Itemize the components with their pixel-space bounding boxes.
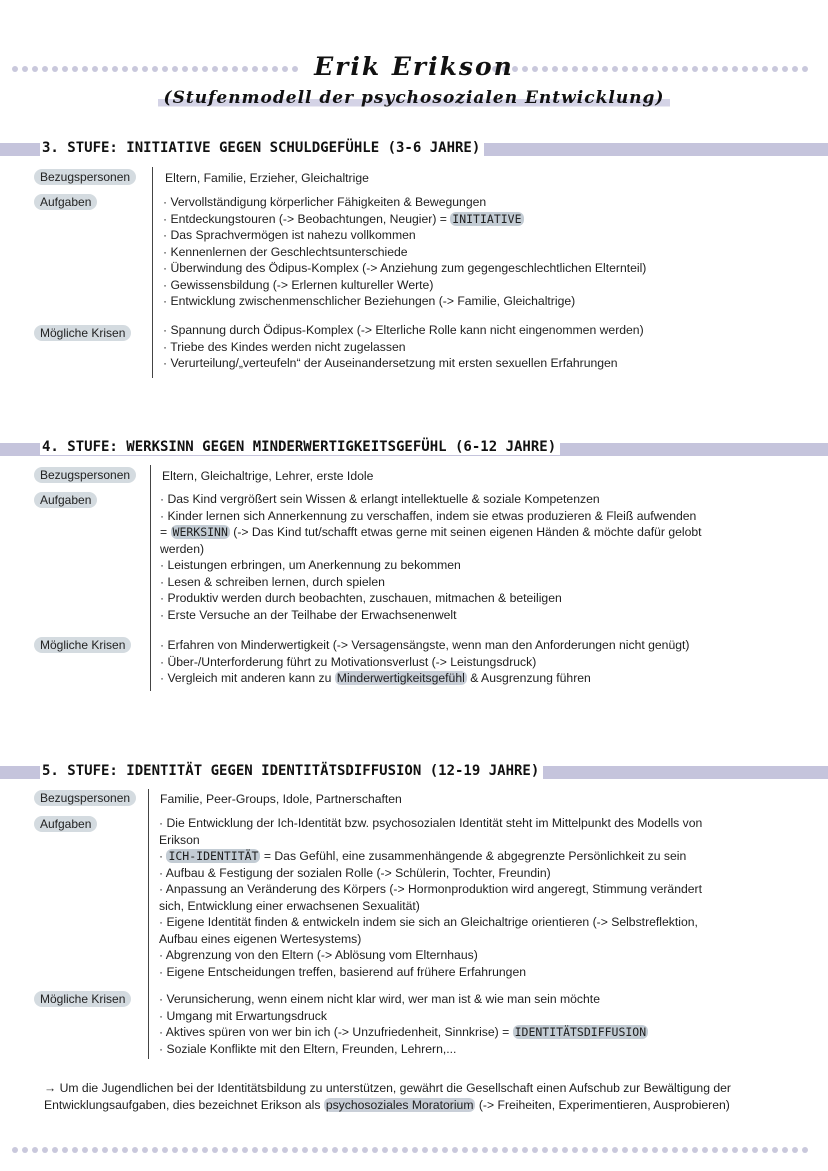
stage5-label-bezugspersonen: Bezugspersonen bbox=[34, 790, 136, 806]
dot bbox=[382, 1147, 388, 1153]
dot bbox=[362, 1147, 368, 1153]
list-item: · Umgang mit Erwartungsdruck bbox=[159, 1008, 327, 1023]
dot bbox=[452, 1147, 458, 1153]
dot bbox=[752, 1147, 758, 1153]
list-item: · Entdeckungstouren (-> Beobachtungen, Neugier) = INITIATIVE bbox=[163, 211, 522, 226]
dot bbox=[162, 1147, 168, 1153]
stage3-label-bezugspersonen: Bezugspersonen bbox=[34, 169, 136, 185]
list-item: · Anpassung an Veränderung des Körpers (-> Hormonproduktion wird angeregt, Stimmung verändert bbox=[159, 882, 702, 896]
dot bbox=[702, 1147, 708, 1153]
list-item: · Entwicklung zwischenmenschlicher Beziehungen (-> Familie, Gleichaltrige) bbox=[163, 294, 576, 308]
highlight-moratorium: psychosoziales Moratorium bbox=[325, 1098, 474, 1112]
dot bbox=[732, 1147, 738, 1153]
list-item: · Verunsicherung, wenn einem nicht klar wird, wer man ist & wie man sein möchte bbox=[159, 992, 600, 1006]
dot bbox=[342, 1147, 348, 1153]
list-item: Aufbau eines eigenen Wertesystems) bbox=[159, 931, 362, 946]
dot bbox=[222, 1147, 228, 1153]
stage5-krisen-list bbox=[159, 991, 648, 1057]
dot bbox=[682, 1147, 688, 1153]
dot bbox=[392, 1147, 398, 1153]
highlight-ich-identitaet: ICH-IDENTITÄT bbox=[168, 849, 259, 863]
dot bbox=[642, 1147, 648, 1153]
stage5-title: 5. STUFE: IDENTITÄT GEGEN IDENTITÄTSDIFFUSION (12-19 JAHRE) bbox=[40, 763, 543, 779]
dot bbox=[602, 1147, 608, 1153]
dot bbox=[692, 1147, 698, 1153]
dot bbox=[122, 1147, 128, 1153]
dot bbox=[492, 1147, 498, 1153]
stage4-aufgaben-list bbox=[160, 491, 702, 623]
stage4-title: 4. STUFE: WERKSINN GEGEN MINDERWERTIGKEITSGEFÜHL (6-12 JAHRE) bbox=[40, 439, 560, 455]
dot bbox=[762, 1147, 768, 1153]
stage5-bezugspersonen: Familie, Peer-Groups, Idole, Partnerschaften bbox=[160, 792, 402, 806]
stage4-label-aufgaben: Aufgaben bbox=[34, 492, 97, 508]
list-item: · Spannung durch Ödipus-Komplex (-> Elterliche Rolle kann nicht eingenommen werden) bbox=[163, 323, 644, 337]
highlight-identitaetsdiffusion: IDENTITÄTSDIFFUSION bbox=[514, 1025, 647, 1039]
dot bbox=[532, 1147, 538, 1153]
dot bbox=[552, 1147, 558, 1153]
list-item: werden) bbox=[160, 541, 205, 556]
list-item: · Eigene Entscheidungen treffen, basierend auf frühere Erfahrungen bbox=[159, 964, 527, 979]
list-item: · Erste Versuche an der Teilhabe der Erwachsenenwelt bbox=[160, 607, 457, 622]
dot bbox=[472, 1147, 478, 1153]
dot bbox=[32, 1147, 38, 1153]
dot bbox=[132, 1147, 138, 1153]
list-item: · Lesen & schreiben lernen, durch spielen bbox=[160, 574, 385, 589]
list-item: · Leistungen erbringen, um Anerkennung zu bekommen bbox=[160, 558, 461, 572]
dot bbox=[302, 1147, 308, 1153]
list-item: · Das Kind vergrößert sein Wissen & erlangt intellektuelle & soziale Kompetenzen bbox=[160, 492, 600, 506]
dot bbox=[432, 1147, 438, 1153]
dot bbox=[742, 1147, 748, 1153]
dot bbox=[202, 1147, 208, 1153]
dot bbox=[82, 1147, 88, 1153]
list-item: · Abgrenzung von den Eltern (-> Ablösung vom Elternhaus) bbox=[159, 948, 478, 962]
dot bbox=[512, 1147, 518, 1153]
list-item: · Triebe des Kindes werden nicht zugelassen bbox=[163, 339, 406, 354]
dot bbox=[152, 1147, 158, 1153]
dot bbox=[632, 1147, 638, 1153]
dot bbox=[292, 1147, 298, 1153]
dot bbox=[262, 1147, 268, 1153]
stage4-divider bbox=[150, 465, 151, 691]
list-item: · Eigene Identität finden & entwickeln indem sie sich an Gleichaltrige orientieren (-> Selbstreflektion, bbox=[159, 915, 698, 929]
dot bbox=[712, 1147, 718, 1153]
stage5-label-aufgaben: Aufgaben bbox=[34, 816, 97, 832]
list-item: · Überwindung des Ödipus-Komplex (-> Anziehung zum gegengeschlechtlichen Elternteil) bbox=[163, 261, 647, 275]
dot bbox=[792, 1147, 798, 1153]
dot bbox=[542, 1147, 548, 1153]
dot bbox=[352, 1147, 358, 1153]
dot bbox=[42, 1147, 48, 1153]
dot bbox=[502, 1147, 508, 1153]
dot bbox=[112, 1147, 118, 1153]
dot bbox=[572, 1147, 578, 1153]
list-item: Erikson bbox=[159, 832, 200, 847]
dot bbox=[622, 1147, 628, 1153]
dot bbox=[412, 1147, 418, 1153]
dot bbox=[592, 1147, 598, 1153]
stage4-bezugspersonen: Eltern, Gleichaltrige, Lehrer, erste Idole bbox=[162, 469, 374, 483]
dot bbox=[242, 1147, 248, 1153]
stage3-label-krisen: Mögliche Krisen bbox=[34, 325, 131, 341]
dot bbox=[252, 1147, 258, 1153]
dot bbox=[582, 1147, 588, 1153]
dot bbox=[522, 1147, 528, 1153]
dot bbox=[332, 1147, 338, 1153]
list-item: · Soziale Konflikte mit den Eltern, Freunden, Lehrern,... bbox=[159, 1041, 457, 1056]
stage3-label-aufgaben: Aufgaben bbox=[34, 194, 97, 210]
highlight-werksinn: WERKSINN bbox=[172, 525, 228, 539]
list-item: · Das Sprachvermögen ist nahezu vollkommen bbox=[163, 228, 416, 242]
stage5-divider bbox=[148, 789, 149, 1059]
list-item: · Aufbau & Festigung der sozialen Rolle (-> Schülerin, Tochter, Freundin) bbox=[159, 865, 551, 880]
dot bbox=[182, 1147, 188, 1153]
list-item: · Verurteilung/„verteufeln“ der Auseinandersetzung mit ersten sexuellen Erfahrungen bbox=[163, 356, 618, 370]
dot bbox=[102, 1147, 108, 1153]
dot bbox=[652, 1147, 658, 1153]
dotted-line-bottom bbox=[12, 1147, 818, 1155]
list-item: · Produktiv werden durch beobachten, zuschauen, mitmachen & beteiligen bbox=[160, 591, 562, 605]
list-item: sich, Entwicklung einer erwachsenen Sexualität) bbox=[159, 898, 420, 913]
stage3-krisen-list bbox=[163, 322, 644, 372]
list-item: · Kinder lernen sich Annerkennung zu verschaffen, indem sie etwas produzieren & Fleiß aufwenden bbox=[160, 508, 697, 523]
dot bbox=[722, 1147, 728, 1153]
dot bbox=[12, 1147, 18, 1153]
dot bbox=[442, 1147, 448, 1153]
dot bbox=[192, 1147, 198, 1153]
page-title: Erik Erikson bbox=[314, 52, 514, 81]
dot bbox=[282, 1147, 288, 1153]
dot bbox=[772, 1147, 778, 1153]
dot bbox=[232, 1147, 238, 1153]
list-item: · ICH-IDENTITÄT = Das Gefühl, eine zusammenhängende & abgegrenzte Persönlichkeit zu sein bbox=[159, 849, 687, 863]
dot bbox=[422, 1147, 428, 1153]
list-item: · Vergleich mit anderen kann zu Minderwertigkeitsgefühl & Ausgrenzung führen bbox=[160, 671, 591, 685]
list-item: · Vervollständigung körperlicher Fähigkeiten & Bewegungen bbox=[163, 195, 487, 209]
dot bbox=[482, 1147, 488, 1153]
stage5-aufgaben-list bbox=[159, 815, 702, 980]
dot bbox=[562, 1147, 568, 1153]
highlight-initiative: INITIATIVE bbox=[452, 211, 522, 226]
list-item: · Aktives spüren von wer bin ich (-> Unzufriedenheit, Sinnkrise) = IDENTITÄTSDIFFUSION bbox=[159, 1025, 647, 1039]
dot bbox=[52, 1147, 58, 1153]
dot bbox=[402, 1147, 408, 1153]
dot bbox=[782, 1147, 788, 1153]
stage5-label-krisen: Mögliche Krisen bbox=[34, 991, 131, 1007]
list-item: · Gewissensbildung (-> Erlernen kultureller Werte) bbox=[163, 277, 434, 292]
stage3-bezugspersonen: Eltern, Familie, Erzieher, Gleichaltrige bbox=[165, 171, 369, 185]
stage3-divider bbox=[152, 167, 153, 378]
stage4-label-bezugspersonen: Bezugspersonen bbox=[34, 467, 136, 483]
dot bbox=[662, 1147, 668, 1153]
dot bbox=[22, 1147, 28, 1153]
dot bbox=[172, 1147, 178, 1153]
list-item: = WERKSINN (-> Das Kind tut/schafft etwas gerne mit seinen eigenen Händen & möchte dafür gelobt bbox=[160, 525, 702, 539]
list-item: · Erfahren von Minderwertigkeit (-> Versagensängste, wenn man den Anforderungen nicht genügt) bbox=[160, 638, 690, 652]
stage4-label-krisen: Mögliche Krisen bbox=[34, 637, 131, 653]
page-subtitle: (Stufenmodell der psychosozialen Entwicklung) bbox=[158, 88, 671, 108]
stage3-title: 3. STUFE: INITIATIVE GEGEN SCHULDGEFÜHLE (3-6 JAHRE) bbox=[40, 140, 484, 156]
dot bbox=[212, 1147, 218, 1153]
list-item: · Über-/Unterforderung führt zu Motivationsverlust (-> Leistungsdruck) bbox=[160, 654, 537, 669]
dot bbox=[612, 1147, 618, 1153]
summary-paragraph: → Um die Jugendlichen bei der Identitätsbildung zu unterstützen, gewährt die Gesellschaft einen Aufschub zur Bewältigung der Entwicklungsaufgaben, dies bezeichnet Erikson als psychosoziales Moratorium (-> Freiheiten, Experimentieren, Ausprobieren) bbox=[44, 1081, 731, 1112]
dot bbox=[72, 1147, 78, 1153]
list-item: · Kennenlernen der Geschlechtsunterschiede bbox=[163, 244, 408, 259]
highlight-minderwertigkeitsgefuehl: Minderwertigkeitsgefühl bbox=[336, 671, 465, 685]
dot bbox=[272, 1147, 278, 1153]
dot bbox=[672, 1147, 678, 1153]
list-item: · Die Entwicklung der Ich-Identität bzw. psychosozialen Identität steht im Mittelpunkt des Modells von bbox=[159, 816, 703, 830]
stage3-aufgaben-list bbox=[163, 194, 646, 310]
dot bbox=[802, 1147, 808, 1153]
dot bbox=[462, 1147, 468, 1153]
dot bbox=[92, 1147, 98, 1153]
dot bbox=[142, 1147, 148, 1153]
dot bbox=[372, 1147, 378, 1153]
dot bbox=[322, 1147, 328, 1153]
subtitle-wrapper bbox=[0, 88, 828, 108]
dot bbox=[62, 1147, 68, 1153]
dot bbox=[312, 1147, 318, 1153]
stage4-krisen-list bbox=[160, 637, 689, 687]
